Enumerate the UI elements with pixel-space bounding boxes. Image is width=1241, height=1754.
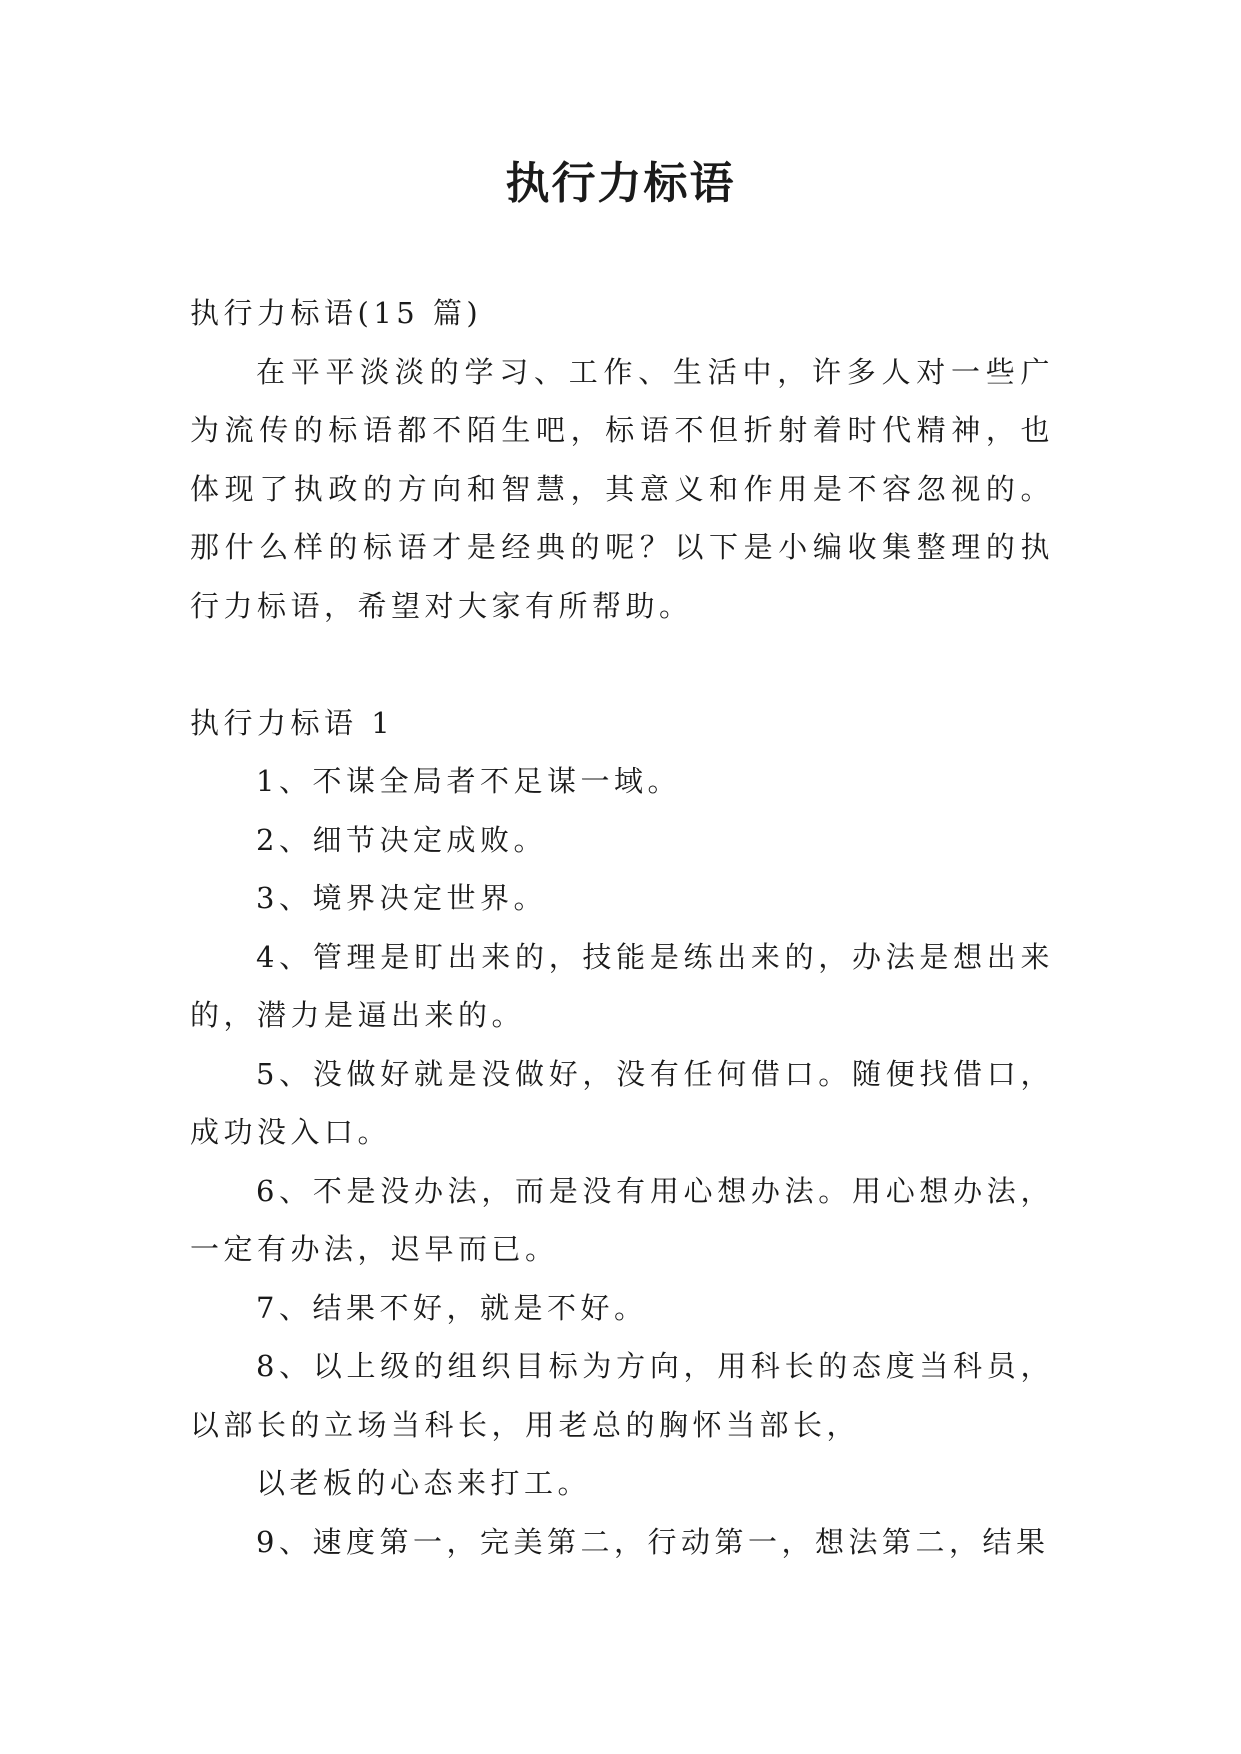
section-heading: 执行力标语 1 (190, 705, 395, 740)
slogan-item: 6、不是没办法，而是没有用心想办法。用心想办法，一定有办法，迟早而已。 (190, 1173, 1054, 1266)
intro-paragraph: 在平平淡淡的学习、工作、生活中，许多人对一些广为流传的标语都不陌生吧，标语不但折射着时代精神，也体现了执政的方向和智慧，其意义和作用是不容忽视的。那什么样的标语才是经典的呢？以下是小编收集整理的执行力标语，希望对大家有所帮助。 (190, 354, 1054, 623)
document-body (190, 284, 1054, 1571)
slogan-item: 5、没做好就是没做好，没有任何借口。随便找借口，成功没入口。 (190, 1056, 1054, 1149)
document-subtitle: 执行力标语(15 篇) (190, 296, 483, 330)
slogan-item: 以老板的心态来打工。 (256, 1466, 592, 1500)
slogan-item: 3、境界决定世界。 (256, 881, 547, 915)
document-title: 执行力标语 (505, 158, 736, 209)
slogan-item: 2、细节决定成败。 (256, 822, 547, 857)
paragraph-spacer (190, 635, 1054, 694)
slogan-item: 1、不谋全局者不足谋一域。 (256, 764, 681, 798)
slogan-item: 9、速度第一，完美第二，行动第一，想法第二，结果 (256, 1524, 1050, 1559)
slogan-item: 4、管理是盯出来的，技能是练出来的，办法是想出来的，潜力是逼出来的。 (190, 939, 1054, 1032)
slogan-item: 8、以上级的组织目标为方向，用科长的态度当科员，以部长的立场当科长，用老总的胸怀当部长， (190, 1349, 1054, 1442)
slogan-item: 7、结果不好，就是不好。 (256, 1290, 648, 1325)
